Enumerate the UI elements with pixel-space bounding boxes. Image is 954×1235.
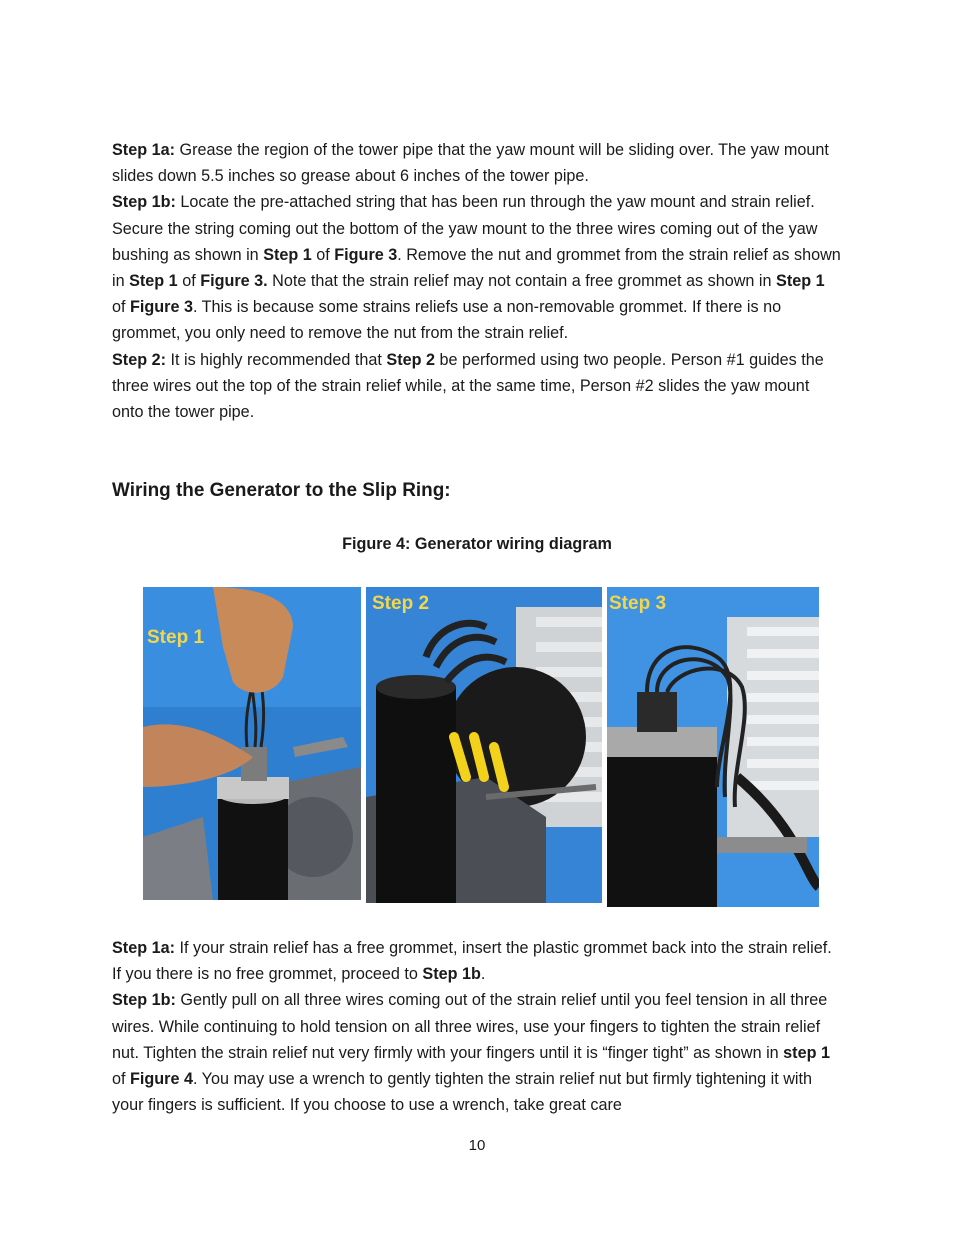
- photo-step-1-label: Step 1: [147, 627, 205, 648]
- photo-step-3-illustration: [607, 587, 819, 907]
- wiring-step-1a-paragraph: Step 1a: If your strain relief has a free grommet, insert the plastic grommet back into the strain relief. If you there is no free grommet, proceed to Step 1b.: [112, 939, 832, 984]
- photo-step-1: [143, 587, 361, 900]
- step-2-paragraph: Step 2: It is highly recommended that Step 2 be performed using two people. Person #1 guides the three wires out the top of the strain relief while, at the same time, Person #2 slides the yaw mount onto the tower pipe.: [112, 350, 824, 422]
- intro-instructions: [112, 137, 842, 425]
- page-number: 10: [468, 1137, 486, 1154]
- photo-step-2-label: Step 2: [372, 593, 430, 614]
- section-heading: Wiring the Generator to the Slip Ring:: [112, 480, 451, 501]
- photo-step-3-label: Step 3: [609, 593, 667, 614]
- wiring-step-1b-paragraph: Step 1b: Gently pull on all three wires coming out of the strain relief until you feel tension in all three wires. While continuing to hold tension on all three wires, use your fingers to tighten the strain relief nut. Tighten the strain relief nut very firmly with your fingers until it is “finger tight” as shown in step 1 of Figure 4. You may use a wrench to gently tighten the strain relief nut but firmly tightening it with your fingers is sufficient. If you choose to use a wrench, take great care: [112, 991, 830, 1115]
- photo-step-3: [607, 587, 819, 907]
- step-1b-paragraph: Step 1b: Locate the pre-attached string that has been run through the yaw mount and strain relief. Secure the string coming out the bottom of the yaw mount to the three wires coming out of the yaw bushing as shown in Step 1 of Figure 3. Remove the nut and grommet from the strain relief as shown in Step 1 of Figure 3. Note that the strain relief may not contain a free grommet as shown in Step 1 of Figure 3. This is because some strains reliefs use a non-removable grommet. If there is no grommet, you only need to remove the nut from the strain relief.: [112, 193, 841, 343]
- step-1a-paragraph: Step 1a: Grease the region of the tower pipe that the yaw mount will be sliding over. The yaw mount slides down 5.5 inches so grease about 6 inches of the tower pipe.: [112, 141, 829, 186]
- photo-step-2-illustration: [366, 587, 602, 903]
- wiring-instructions: [112, 935, 842, 1118]
- photo-step-2: [366, 587, 602, 903]
- figure-caption: Figure 4: Generator wiring diagram: [342, 535, 612, 553]
